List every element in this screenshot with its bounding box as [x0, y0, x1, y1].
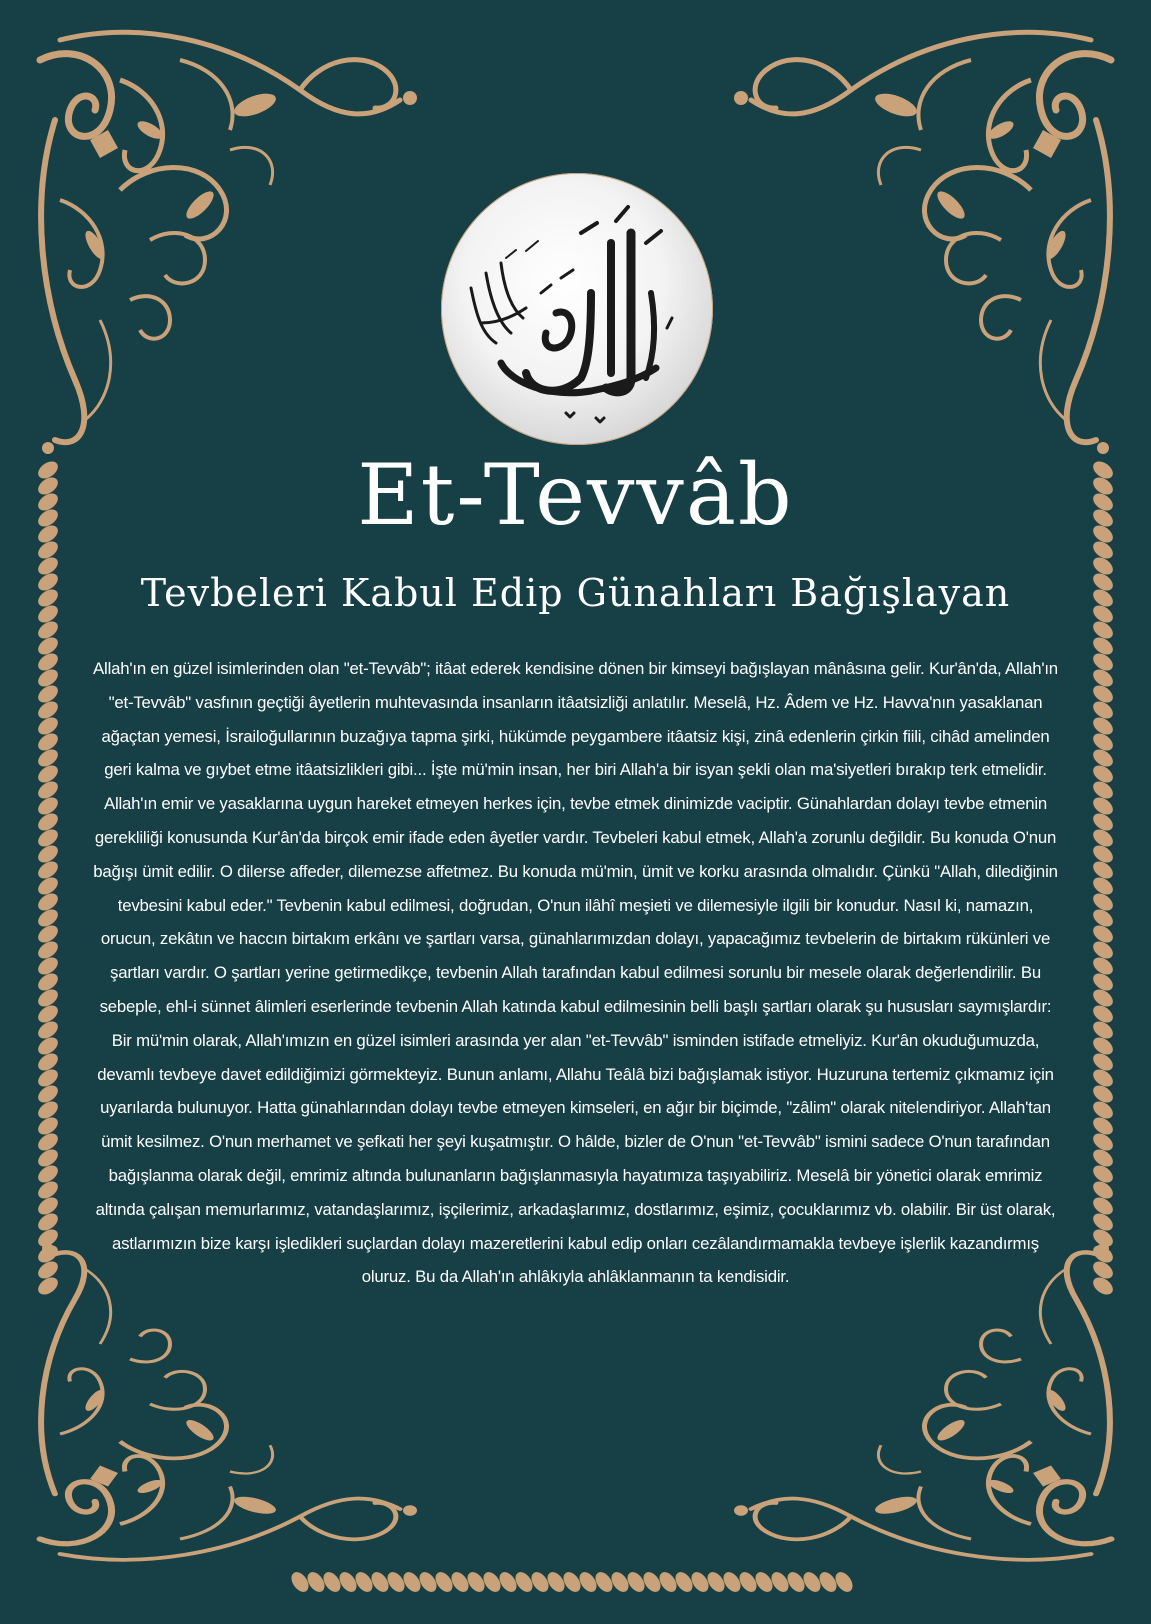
body-paragraph-1: Allah'ın en güzel isimlerinden olan "et-Tevvâb"; itâat ederek kendisine dönen bir kimseyi bağışlayan mânâsına gelir. Kur'ân'da, Allah'ın "et-Tevvâb" vasfının geçtiği âyetlerin muhtevasında insanların itâatsizliği anlatılır. Meselâ, Hz. Âdem ve Hz. Havva'nın yasaklanan ağaçtan yemesi, İsrailoğullarının buzağıya tapma şirki, hükümde peygambere itâatsiz kişi, zinâ edenlerin çirkin fiili, cihâd amelinden geri kalma ve gıybet etme itâatsizlikleri gibi... İşte mü'min insan, her biri Allah'a bir isyan şekli olan ma'siyetleri bırakıp terk etmelidir. Allah'ın emir ve yasaklarına uygun hareket etmeyen herkes için, tevbe etmek dinimizde vaciptir. Günahlardan dolayı tevbe etmenin gerekliliği konusunda Kur'ân'da birçok emir ifade eden âyetler vardır. Tevbeleri kabul etmek, Allah'a zorunlu değildir. Bu konuda O'nun bağışı ümit edilir. O dilerse affeder, dilemezse affetmez. Bu konuda mü'min, ümit ve korku arasında olmalıdır. Çünkü "Allah, dilediğinin tevbesini kabul eder." Tevbenin kabul edilmesi, doğrudan, O'nun ilâhî meşieti ve dilemesiyle ilgili bir konudur. Nasıl ki, namazın, orucun, zekâtın ve haccın birtakım erkânı ve şartları varsa, günahlarımızdan dolayı, yapacağımız tevbelerin de birtakım rükünleri ve şartları vardır. O şartları yerine getirmedikçe, tevbenin Allah tarafından kabul edilmesi sorunlu bir mesele olarak değerlendirilir. Bu sebeple, ehl-i sünnet âlimleri eserlerinde tevbenin Allah katında kabul edilmesinin belli başlı şartları olarak şu hususları saymışlardır:: [93, 659, 1058, 1016]
bottom-rope: [288, 1569, 856, 1595]
corner-ornament-top-left: [40, 32, 417, 454]
body-paragraph-2: Bir mü'min olarak, Allah'ımızın en güzel isimleri arasında yer alan "et-Tevvâb" isminden istifade etmeliyiz. Kur'ân okuduğumuzda, devamlı tevbeye davet edildiğimizi görmekteyiz. Bunun anlamı, Allahu Teâlâ bizi bağışlamak istiyor. Huzuruna tertemiz çıkmamız için uyarılarda bulunuyor. Hatta günahlarından dolayı tevbe etmeyen kimseleri, en ağır bir biçimde, "zâlim" olarak nitelendiriyor. Allah'tan ümit kesilmez. O'nun merhamet ve şefkati her şeyi kuşatmıştır. O hâlde, bizler de O'nun "et-Tevvâb" ismini sadece O'nun tarafından bağışlanma olarak değil, emrimiz altında bulunanların bağışlanmasıyla hayatımıza taşıyabiliriz. Meselâ bir yönetici olarak emrimiz altında çalışan memurlarımız, vatandaşlarımız, işçilerimiz, arkadaşlarımız, dostlarımız, eşimiz, çocuklarımız vb. olabilir. Bir üst olarak, astlarımızın bize karşı işledikleri suçlardan dolayı mazeretlerini kabul edip onları cezâlandırmamakla tevbeye işlerlik kazandırmış oluruz. Bu da Allah'ın ahlâkıyla ahlâklanmanın ta kendisidir.: [95, 1030, 1056, 1287]
arabic-calligraphy-image: [441, 173, 713, 445]
page-subtitle: Tevbeleri Kabul Edip Günahları Bağışlayan: [140, 571, 1011, 615]
name-medallion: [441, 173, 713, 445]
corner-ornament-top-right: [734, 32, 1111, 454]
body-text: [92, 652, 1059, 1294]
page-title: Et-Tevvâb: [357, 446, 794, 544]
